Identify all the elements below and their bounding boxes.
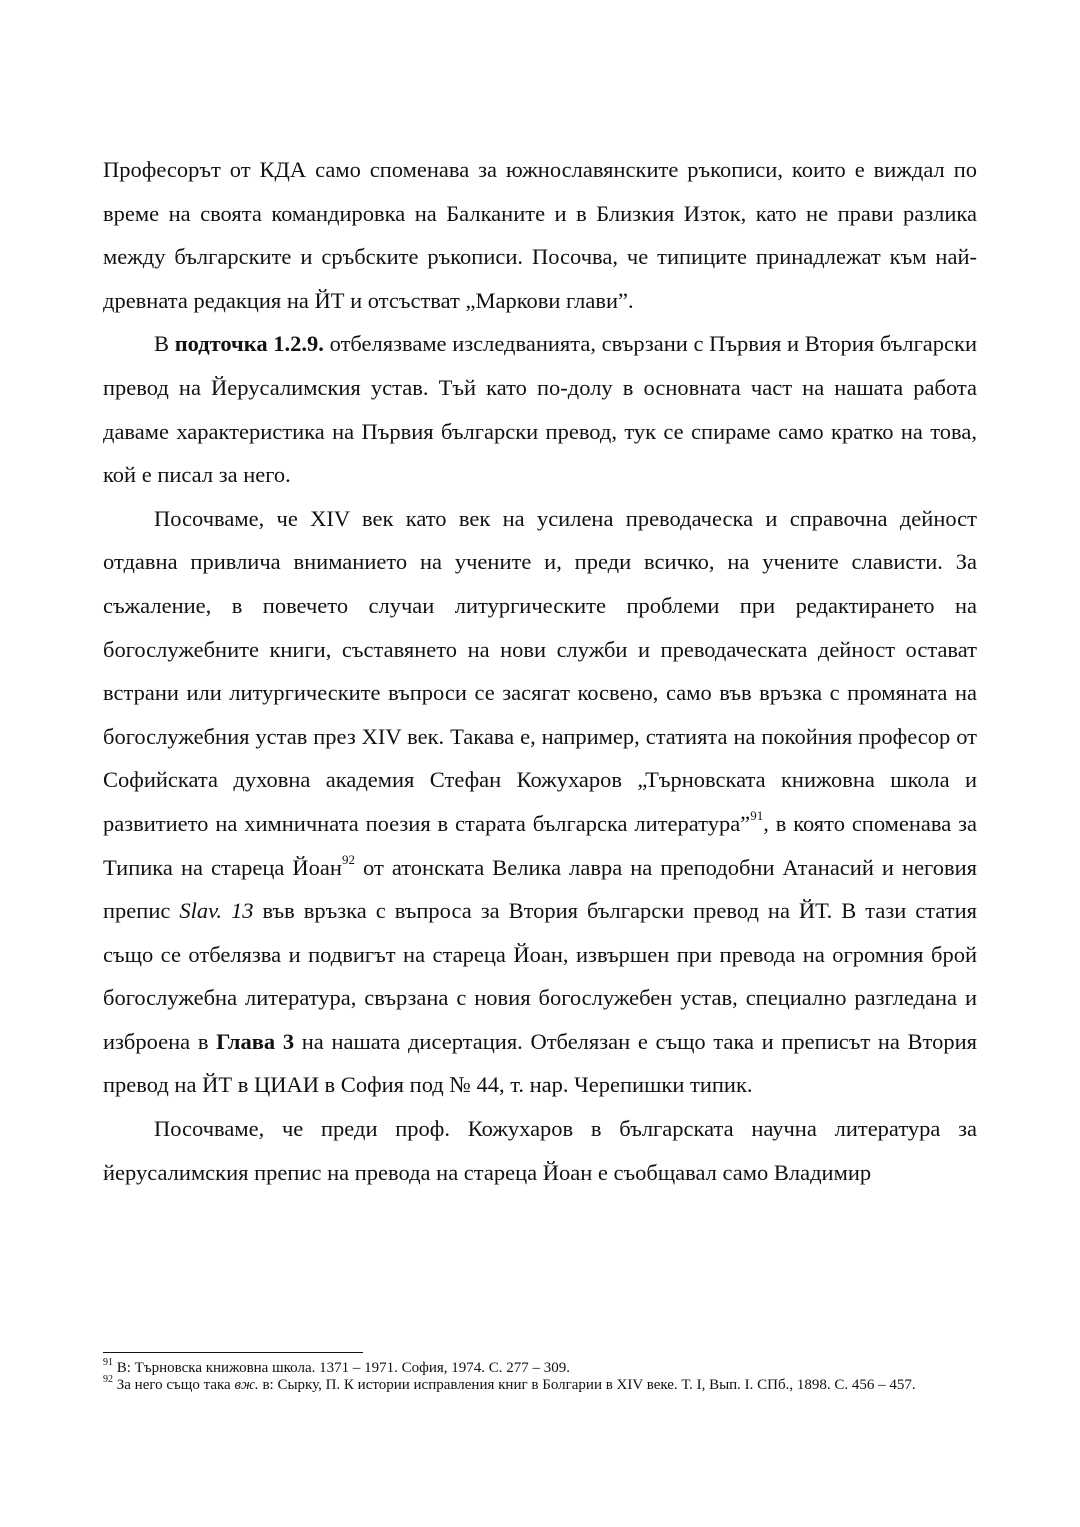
footnote-ref-91[interactable]: 91 <box>750 808 764 824</box>
footnote-number: 91 <box>103 1357 113 1368</box>
footnotes <box>103 1357 977 1393</box>
footnote-text-a: За него също така <box>113 1376 235 1393</box>
paragraph-4-text: Посочваме, че преди проф. Кожухаров в българската научна литература за йерусалимския препис на превода на стареца Йоан е съобщавал само Владимир <box>103 1116 977 1185</box>
footnote-number: 92 <box>103 1373 113 1385</box>
paragraph-1 <box>103 148 977 322</box>
paragraph-3-text-a: Посочваме, че XIV век като век на усилена преводаческа и справочна дейност отдавна привлича вниманието на учените и, преди всичко, на учените слависти. За съжаление, в повечето случаи литургическите проблеми при редактирането на богослужебните книги, съставянето на нови служби и преводаческата дейност остават встрани или литургическите въпроси се засягат косвено, само във връзка с промяната на богослужебния устав през XIV век. Такава е, например, статията на покойния професор от Софийската духовна академия Стефан Кожухаров „Търновската книжовна школа и развитието на химничната поезия в старата българска литература” <box>103 505 977 836</box>
paragraph-4 <box>103 1107 977 1194</box>
paragraph-3-text-e: на нашата дисертация. Отбелязан е също така и преписът на Втория превод на ЙТ в ЦИАИ в София под № 44, т. нар. Черепишки типик. <box>103 1028 977 1098</box>
footnote-92 <box>103 1373 977 1394</box>
paragraph-2-text-a: В <box>154 331 175 357</box>
footnote-separator <box>103 1352 363 1353</box>
chapter-reference: Глава 3 <box>216 1028 295 1054</box>
footnote-italic: вж. <box>234 1376 259 1393</box>
paragraph-2-text-b: отбелязваме изследванията, свързани с Първия и Втория български превод на Йерусалимския устав. Тъй като по-долу в основната част на нашата работа даваме характеристика на Първия български превод, тук се спираме само кратко на това, кой е писал за него. <box>103 331 977 488</box>
paragraph-3-text-c: от атонската Велика лавра на преподобни Атанасий и неговия препис <box>103 854 977 924</box>
footnote-91 <box>103 1357 977 1377</box>
manuscript-shelfmark: Slav. 13 <box>179 898 254 924</box>
paragraph-3 <box>103 497 977 1107</box>
subsection-reference: подточка 1.2.9. <box>174 331 324 357</box>
document-body <box>103 148 977 1194</box>
footnote-text-b: в: Сырку, П. К истории исправления книг в Болгарии в XIV веке. Т. I, Вып. I. СПб., 1898. С. 456 – 457. <box>258 1376 916 1393</box>
paragraph-3-text-b: , в която споменава за Типика на стареца Йоан <box>103 810 977 880</box>
footnote-ref-92[interactable]: 92 <box>341 852 355 867</box>
paragraph-3-text-d: във връзка с въпроса за Втория български превод на ЙТ. В тази статия също се отбелязва и подвигът на стареца Йоан, извършен при превода на огромния брой богослужебна литература, свързана с новия богослужебен устав, специално разгледана и изброена в <box>103 898 977 1054</box>
footnote-text: В: Търновска книжовна школа. 1371 – 1971. София, 1974. С. 277 – 309. <box>113 1360 571 1376</box>
paragraph-1-text: Професорът от КДА само споменава за южнославянските ръкописи, които е виждал по време на своята командировка на Балканите и в Близкия Изток, като не прави разлика между българските и сръбските ръкописи. Посочва, че типиците принадлежат към най-древната редакция на ЙТ и отсъстват „Маркови глави”. <box>103 157 977 313</box>
paragraph-2 <box>103 322 977 496</box>
